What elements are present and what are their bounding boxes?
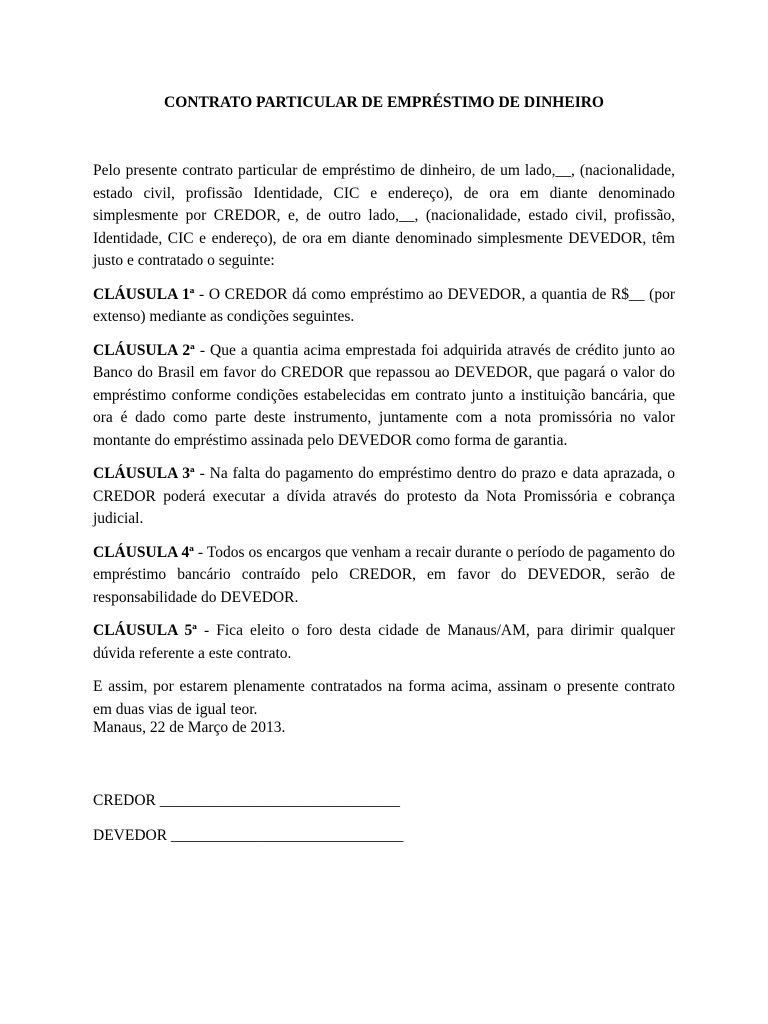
document-title: CONTRATO PARTICULAR DE EMPRÉSTIMO DE DINHEIRO [164, 94, 604, 111]
document-body [93, 160, 675, 732]
clause-4-label: CLÁUSULA 4ª [93, 543, 194, 561]
clause-2-label: CLÁUSULA 2ª [93, 341, 195, 359]
clause-5 [93, 620, 675, 665]
clause-3-text: - Na falta do pagamento do empréstimo dentro do prazo e data aprazada, o CREDOR poderá executar a dívida através do protesto da Nota Promissória e cobrança judicial. [93, 465, 675, 527]
clause-1-label: CLÁUSULA 1ª [93, 285, 195, 303]
clause-5-label: CLÁUSULA 5ª [93, 622, 197, 639]
signature-devedor: DEVEDOR ______________________________ [93, 827, 404, 844]
clause-4-text: - Todos os encargos que venham a recair durante o período de pagamento do empréstimo bancário contraído pelo CREDOR, em favor do DEVEDOR, serão de responsabilidade do DEVEDOR. [93, 543, 675, 606]
date-line: Manaus, 22 de Março de 2013. [93, 719, 286, 736]
clause-5-text: - Fica eleito o foro desta cidade de Manaus/AM, para dirimir qualquer dúvida referente a este contrato. [93, 622, 675, 662]
clause-2 [93, 340, 675, 453]
intro-paragraph: Pelo presente contrato particular de empréstimo de dinheiro, de um lado,__, (nacionalidade, estado civil, profissão Identidade, CIC e endereço), de ora em diante denominado simplesmente por CREDOR, e, de outro lado,__, (nacionalidade, estado civil, profissão, Identidade, CIC e endereço), de ora em diante denominado simplesmente DEVEDOR, têm justo e contratado o seguinte: [93, 162, 675, 269]
clause-1-text: - O CREDOR dá como empréstimo ao DEVEDOR, a quantia de R$__ (por extenso) mediante as condições seguintes. [93, 285, 675, 325]
clause-2-text: - Que a quantia acima emprestada foi adquirida através de crédito junto ao Banco do Brasil em favor do CREDOR que repassou ao DEVEDOR, que pagará o valor do empréstimo conforme condições estabelecidas em contrato junto a instituição bancária, que ora é dado como parte deste instrumento, juntamente com a nota promissória no valor montante do empréstimo assinada pelo DEVEDOR como forma de garantia. [93, 341, 675, 449]
clause-1 [93, 284, 675, 329]
signature-credor: CREDOR _______________________________ [93, 792, 400, 809]
clause-4 [93, 542, 675, 610]
closing-paragraph: E assim, por estarem plenamente contratados na forma acima, assinam o presente contrato em duas vias de igual teor. [93, 678, 675, 718]
clause-3-label: CLÁUSULA 3ª [93, 465, 195, 482]
clause-3 [93, 463, 675, 531]
